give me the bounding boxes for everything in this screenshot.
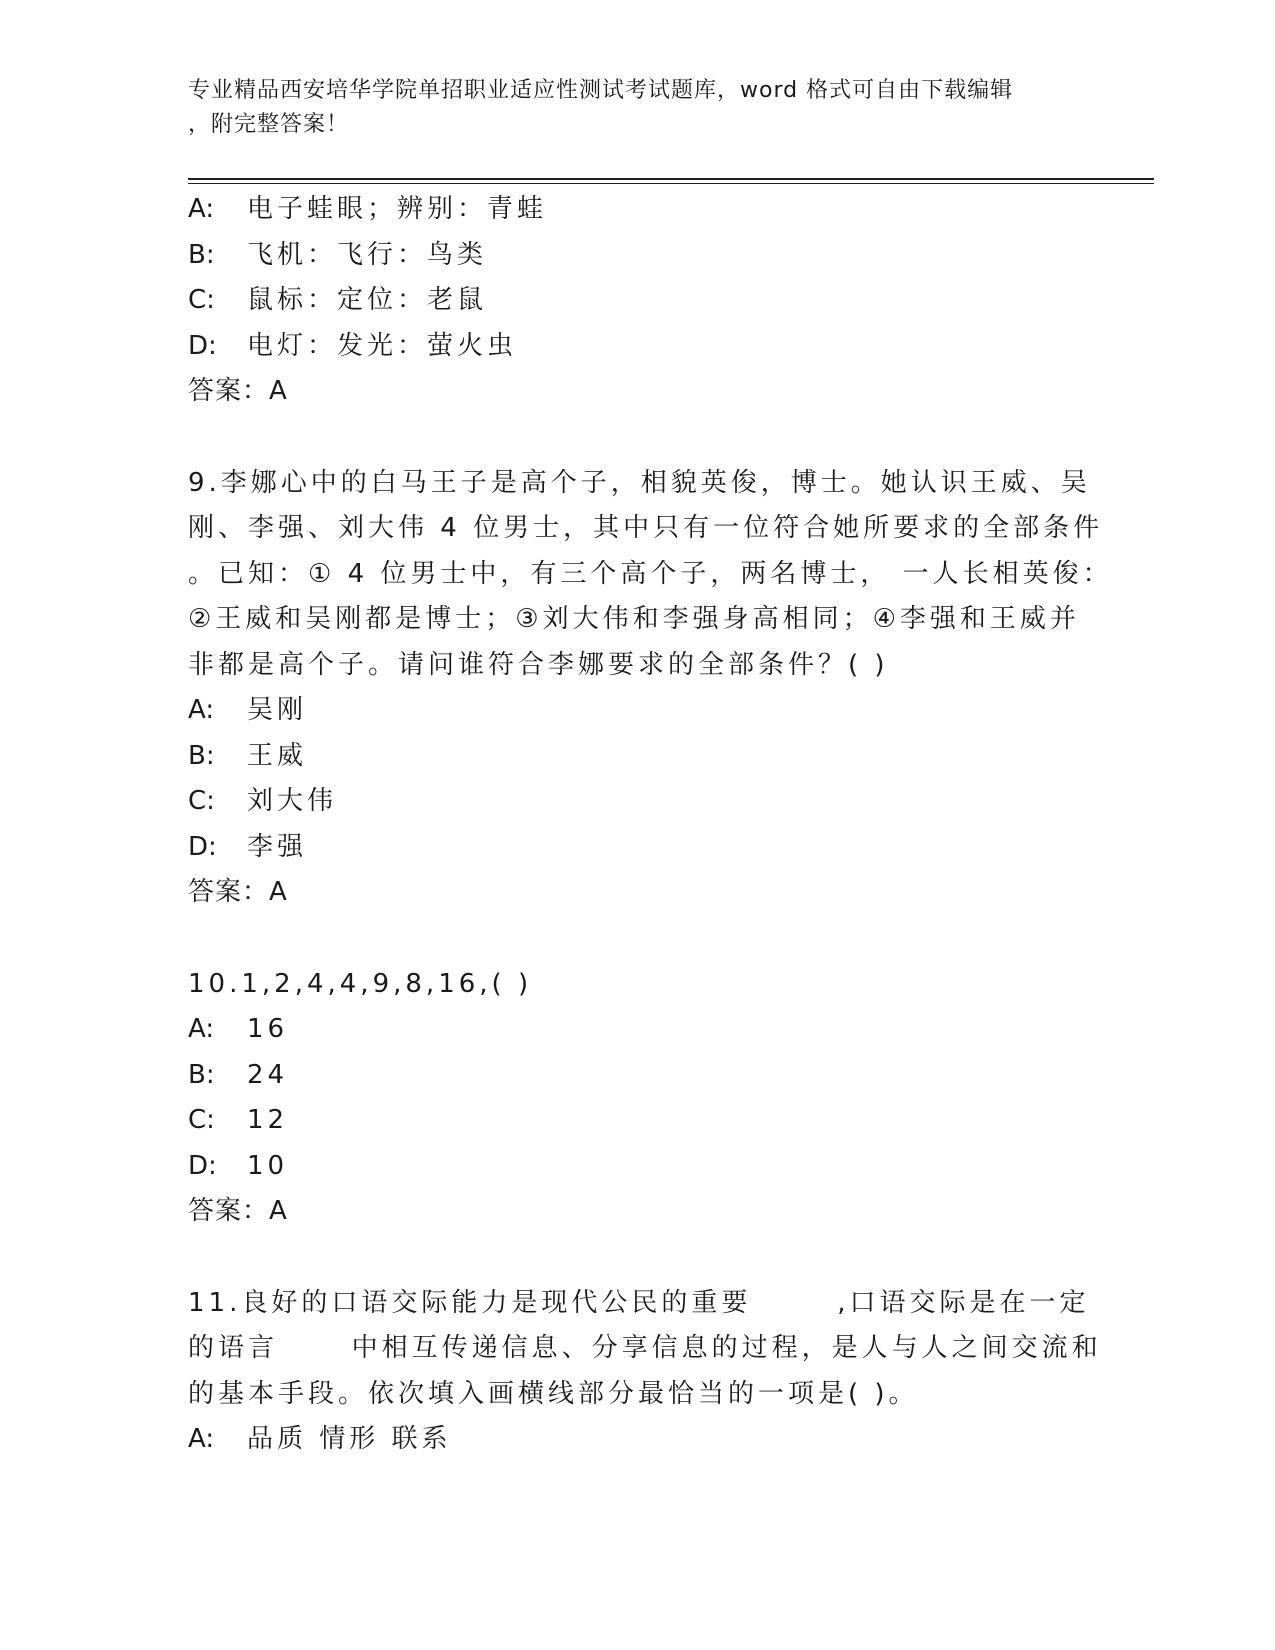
option-a: A: 16	[188, 1014, 289, 1044]
answer-line: 答案：A	[188, 877, 288, 907]
question-stem-line: 的基本手段。依次填入画横线部分最恰当的一项是( )。	[188, 1378, 919, 1409]
document-header	[188, 74, 1068, 142]
question-9	[188, 461, 1113, 916]
question-stem-line: 。已知：① 4 位男士中，有三个高个子，两名博士， 一人长相英俊：	[188, 558, 1113, 589]
question-stem-line: 9.李娜心中的白马王子是高个子，相貌英俊，博士。她认识王威、吴	[188, 467, 1091, 498]
question-stem-line: 11.良好的口语交际能力是现代公民的重要 ,口语交际是在一定	[188, 1287, 1090, 1318]
option-a: A: 电子蛙眼；辨别：青蛙	[188, 194, 548, 224]
question-stem-line: 非都是高个子。请问谁符合李娜要求的全部条件？( )	[188, 649, 889, 680]
question-8	[188, 187, 1088, 415]
question-content	[188, 187, 1113, 1463]
option-c: C: 12	[188, 1105, 289, 1135]
question-stem-line: 的语言 中相互传递信息、分享信息的过程，是人与人之间交流和	[188, 1333, 1102, 1363]
answer-line: 答案：A	[188, 1196, 288, 1226]
option-b: B: 王威	[188, 740, 308, 771]
question-stem-line: 10.1,2,4,4,9,8,16,( )	[188, 968, 533, 999]
option-d: D: 电灯：发光：萤火虫	[188, 330, 518, 361]
header-line-1: 专业精品西安培华学院单招职业适应性测试考试题库，word 格式可自由下载编辑	[188, 78, 1014, 103]
option-c: C: 刘大伟	[188, 786, 338, 816]
option-b: B: 24	[188, 1059, 289, 1090]
option-a: A: 吴刚	[188, 695, 308, 725]
option-b: B: 飞机：飞行：鸟类	[188, 239, 488, 270]
header-rule-thin	[188, 183, 1154, 184]
header-rule-thick	[188, 178, 1154, 180]
question-stem-line: ②王威和吴刚都是博士；③刘大伟和李强身高相同；④李强和王威并	[188, 604, 1080, 634]
answer-line: 答案：A	[188, 376, 288, 406]
option-d: D: 李强	[188, 831, 308, 862]
question-stem-line: 刚、李强、刘大伟 4 位男士，其中只有一位符合她所要求的全部条件	[188, 513, 1104, 543]
header-line-2: ，附完整答案！	[188, 112, 350, 137]
question-10	[188, 962, 1088, 1235]
option-a: A: 品质 情形 联系	[188, 1424, 452, 1454]
option-c: C: 鼠标：定位：老鼠	[188, 285, 488, 315]
question-11	[188, 1281, 1102, 1463]
option-d: D: 10	[188, 1150, 289, 1181]
